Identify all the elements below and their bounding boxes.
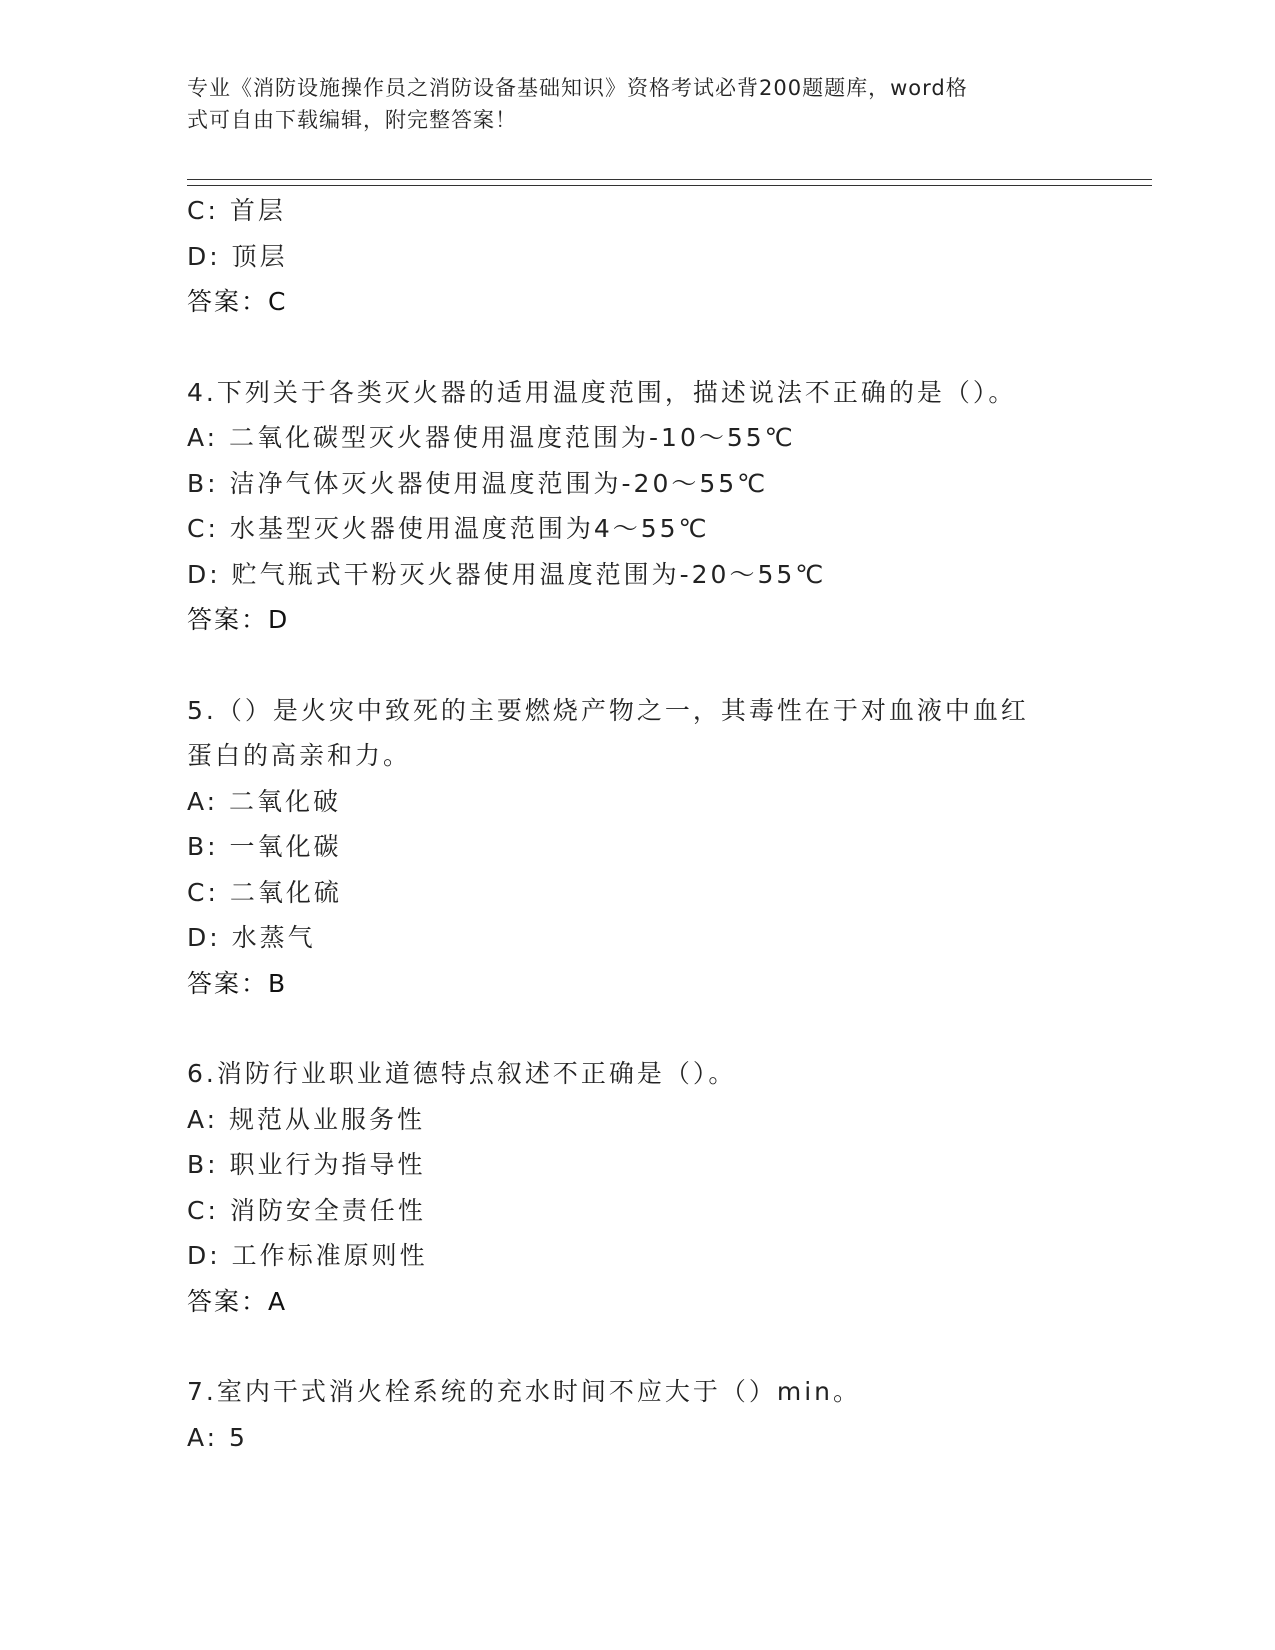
spacer [187, 1324, 1087, 1369]
question-stem: 7.室内干式消火栓系统的充水时间不应大于（）min。 [187, 1377, 861, 1406]
spacer [187, 325, 1087, 370]
question-stem-line-2: 蛋白的高亲和力。 [187, 741, 412, 770]
option-d: D: 顶层 [187, 241, 288, 271]
option-a: A: 二氧化破 [187, 786, 342, 816]
header-line-2: 式可自由下载编辑，附完整答案！ [187, 108, 517, 132]
option-a: A: 5 [187, 1422, 248, 1452]
option-d: D: 贮气瓶式干粉灭火器使用温度范围为-20～55℃ [187, 559, 827, 589]
question-5 [187, 688, 1087, 1007]
answer: 答案：A [187, 1286, 288, 1316]
header-rule-bottom [187, 185, 1152, 186]
question-4 [187, 370, 1087, 643]
header-line-1: 专业《消防设施操作员之消防设备基础知识》资格考试必背200题题库，word格 [187, 76, 968, 100]
question-3-tail [187, 188, 1087, 325]
option-a: A: 规范从业服务性 [187, 1104, 426, 1134]
option-c: C: 水基型灭火器使用温度范围为4～55℃ [187, 514, 710, 543]
option-d: D: 水蒸气 [187, 923, 316, 952]
question-stem-line-1: 5.（）是火灾中致死的主要燃烧产物之一，其毒性在于对血液中血红 [187, 695, 1029, 725]
answer: 答案：B [187, 968, 288, 998]
question-stem: 6.消防行业职业道德特点叙述不正确是（）。 [187, 1059, 737, 1088]
spacer [187, 643, 1087, 688]
option-b: B: 洁净气体灭火器使用温度范围为-20～55℃ [187, 468, 769, 498]
document-header [187, 72, 1067, 136]
header-rule-top [187, 179, 1152, 180]
spacer [187, 1006, 1087, 1051]
option-b: B: 一氧化碳 [187, 832, 342, 861]
question-7 [187, 1369, 1087, 1460]
option-c: C: 消防安全责任性 [187, 1195, 426, 1225]
option-c: C: 首层 [187, 196, 286, 225]
answer: 答案：C [187, 287, 288, 316]
option-a: A: 二氧化碳型灭火器使用温度范围为-10～55℃ [187, 423, 796, 452]
option-c: C: 二氧化硫 [187, 877, 342, 907]
answer: 答案：D [187, 605, 290, 634]
question-stem: 4.下列关于各类灭火器的适用温度范围，描述说法不正确的是（）。 [187, 377, 1017, 407]
question-list [187, 188, 1087, 1460]
option-d: D: 工作标准原则性 [187, 1241, 428, 1270]
option-b: B: 职业行为指导性 [187, 1150, 426, 1179]
question-6 [187, 1051, 1087, 1324]
